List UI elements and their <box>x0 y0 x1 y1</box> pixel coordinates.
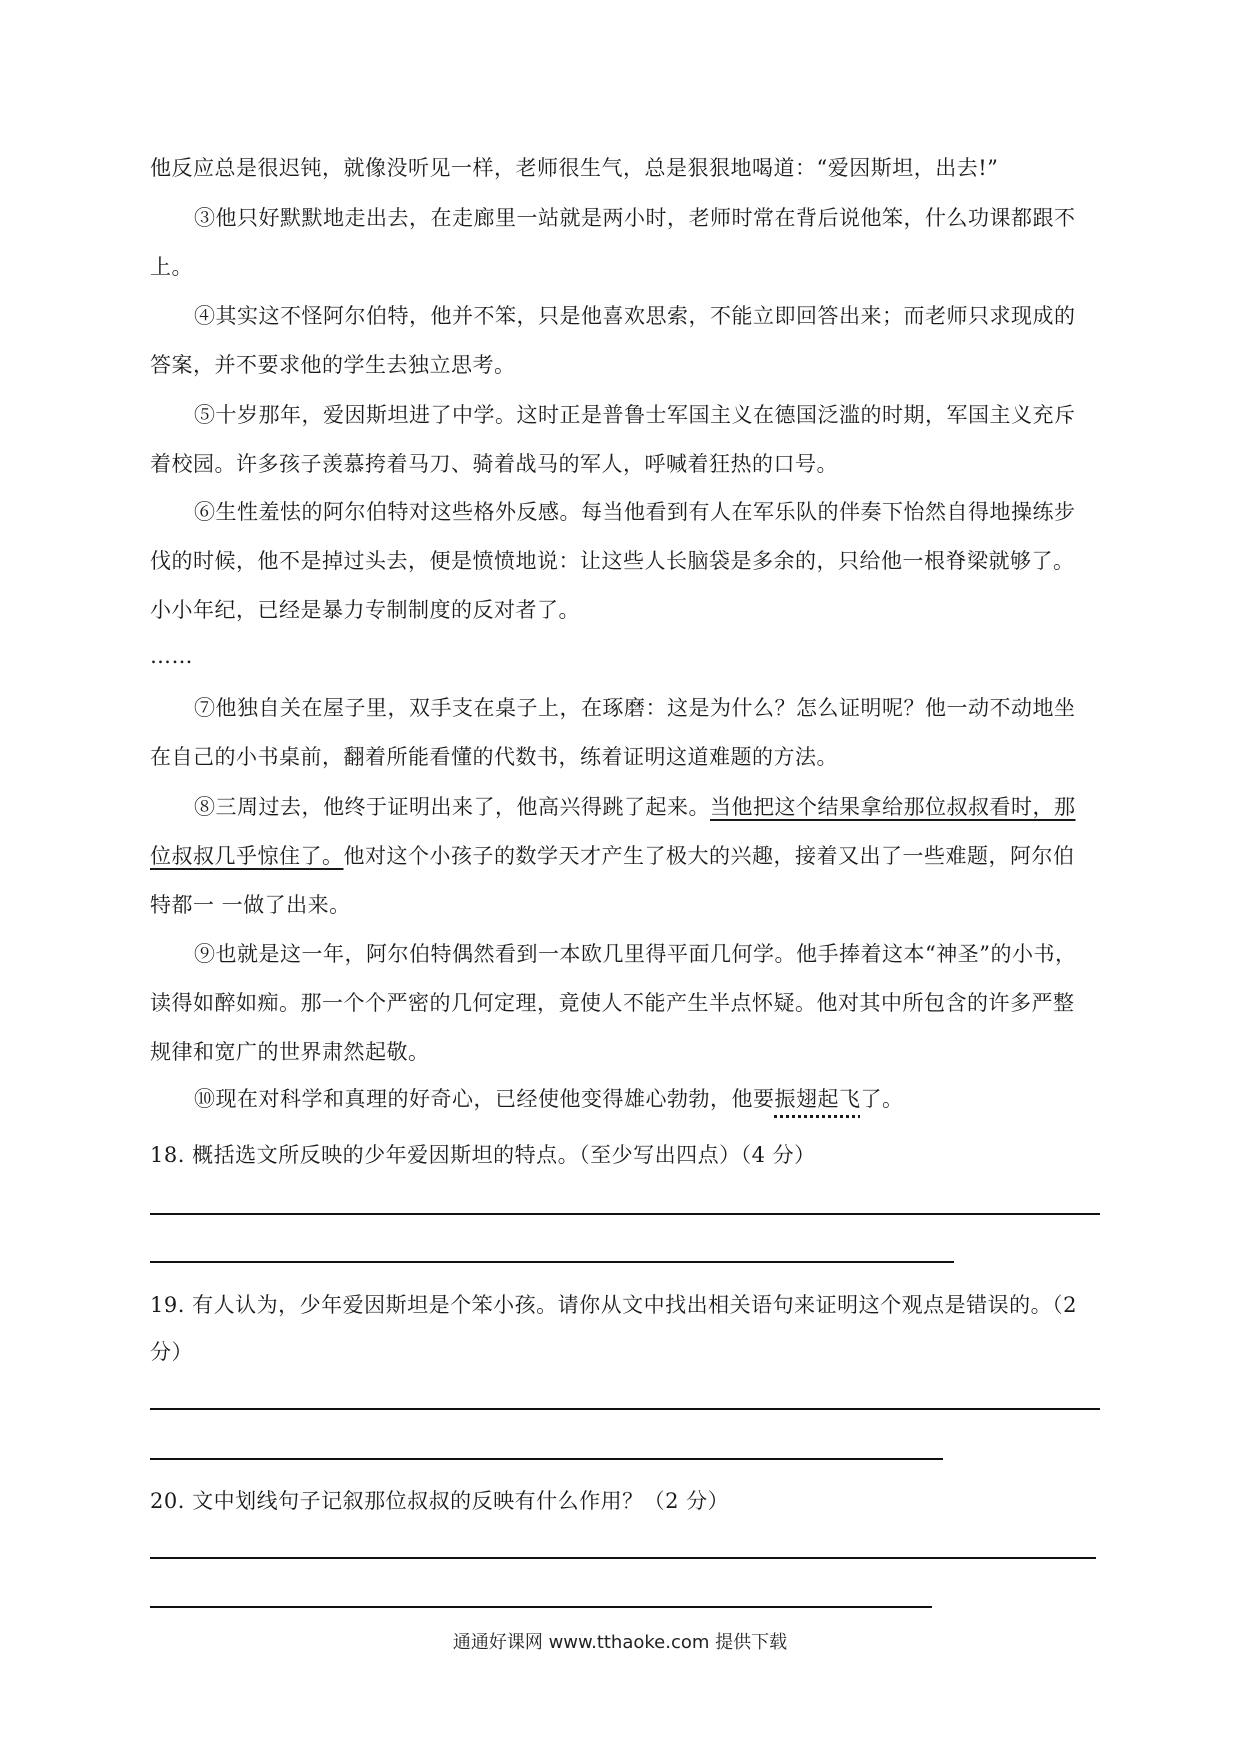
underlined-sentence: 当他把这个结果拿给那位叔叔看时，那 <box>710 795 1076 819</box>
paragraph-9-line: 读得如醉如痴。那一个个严密的几何定理，竟使人不能产生半点怀疑。他对其中所包含的许多严整 <box>150 991 1075 1015</box>
answer-line-19-2[interactable] <box>150 1458 943 1460</box>
paragraph-8-text: 他对这个小孩子的数学天才产生了极大的兴趣，接着又出了一些难题，阿尔伯 <box>343 844 1075 868</box>
paragraph-5-line: 着校园。许多孩子羡慕挎着马刀、骑着战马的军人，呼喊着狂热的口号。 <box>150 452 838 476</box>
answer-line-20-2[interactable] <box>150 1606 932 1608</box>
ellipsis: …… <box>150 644 193 668</box>
passage-line: 他反应总是很迟钝，就像没听见一样，老师很生气，总是狠狠地喝道：“爱因斯坦，出去!” <box>150 156 999 180</box>
underlined-sentence: 位叔叔几乎惊住了。 <box>150 844 344 868</box>
paragraph-8-text: ⑧三周过去，他终于证明出来了，他高兴得跳了起来。 <box>194 795 710 819</box>
paragraph-8-line <box>194 792 1100 822</box>
paragraph-7-line: 在自己的小书桌前，翻着所能看懂的代数书，练着证明这道难题的方法。 <box>150 745 838 769</box>
paragraph-9-line: 规律和宽广的世界肃然起敬。 <box>150 1040 430 1064</box>
paragraph-10-text: 了。 <box>860 1087 904 1111</box>
question-18: 18. 概括选文所反映的少年爱因斯坦的特点。（至少写出四点）（4 分） <box>150 1143 816 1167</box>
question-19: 19. 有人认为，少年爱因斯坦是个笨小孩。请你从文中找出相关语句来证明这个观点是错误的。（2 <box>150 1293 1077 1317</box>
paragraph-4-line: 答案，并不要求他的学生去独立思考。 <box>150 353 516 377</box>
answer-line-20-1[interactable] <box>150 1557 1096 1559</box>
paragraph-8-line <box>150 841 1100 871</box>
paragraph-10-text: ⑩现在对科学和真理的好奇心，已经使他变得雄心勃勃，他要 <box>194 1087 775 1111</box>
question-19: 分） <box>150 1340 193 1364</box>
paragraph-8-line: 特都一 一做了出来。 <box>150 893 351 917</box>
paragraph-6-line: 伐的时候，他不是掉过头去，便是愤愤地说：让这些人长脑袋是多余的，只给他一根脊梁就够了。 <box>150 549 1075 573</box>
question-20: 20. 文中划线句子记叙那位叔叔的反映有什么作用？（2 分） <box>150 1489 730 1513</box>
paragraph-6-line: 小小年纪，已经是暴力专制制度的反对者了。 <box>150 598 580 622</box>
paragraph-9-line: ⑨也就是这一年，阿尔伯特偶然看到一本欧几里得平面几何学。他手捧着这本“神圣”的小书， <box>194 942 1077 966</box>
paragraph-4-line: ④其实这不怪阿尔伯特，他并不笨，只是他喜欢思索，不能立即回答出来；而老师只求现成的 <box>194 304 1076 328</box>
footer-credit: 通通好课网 www.tthaoke.com 提供下载 <box>452 1632 788 1653</box>
paragraph-5-line: ⑤十岁那年，爱因斯坦进了中学。这时正是普鲁士军国主义在德国泛滥的时期，军国主义充斥 <box>194 403 1076 427</box>
paragraph-3-line: 上。 <box>150 255 193 279</box>
dotted-emphasis-word: 振翅起飞 <box>774 1087 861 1111</box>
paragraph-3-line: ③他只好默默地走出去，在走廊里一站就是两小时，老师时常在背后说他笨，什么功课都跟不 <box>194 206 1076 230</box>
paragraph-6-line: ⑥生性羞怯的阿尔伯特对这些格外反感。每当他看到有人在军乐队的伴奏下怡然自得地操练步 <box>194 500 1076 524</box>
answer-line-18-1[interactable] <box>150 1213 1100 1215</box>
answer-line-19-1[interactable] <box>150 1408 1100 1410</box>
answer-line-18-2[interactable] <box>150 1261 954 1263</box>
paragraph-7-line: ⑦他独自关在屋子里，双手支在桌子上，在琢磨：这是为什么？怎么证明呢？他一动不动地坐 <box>194 696 1076 720</box>
paragraph-10-line <box>194 1084 1100 1114</box>
